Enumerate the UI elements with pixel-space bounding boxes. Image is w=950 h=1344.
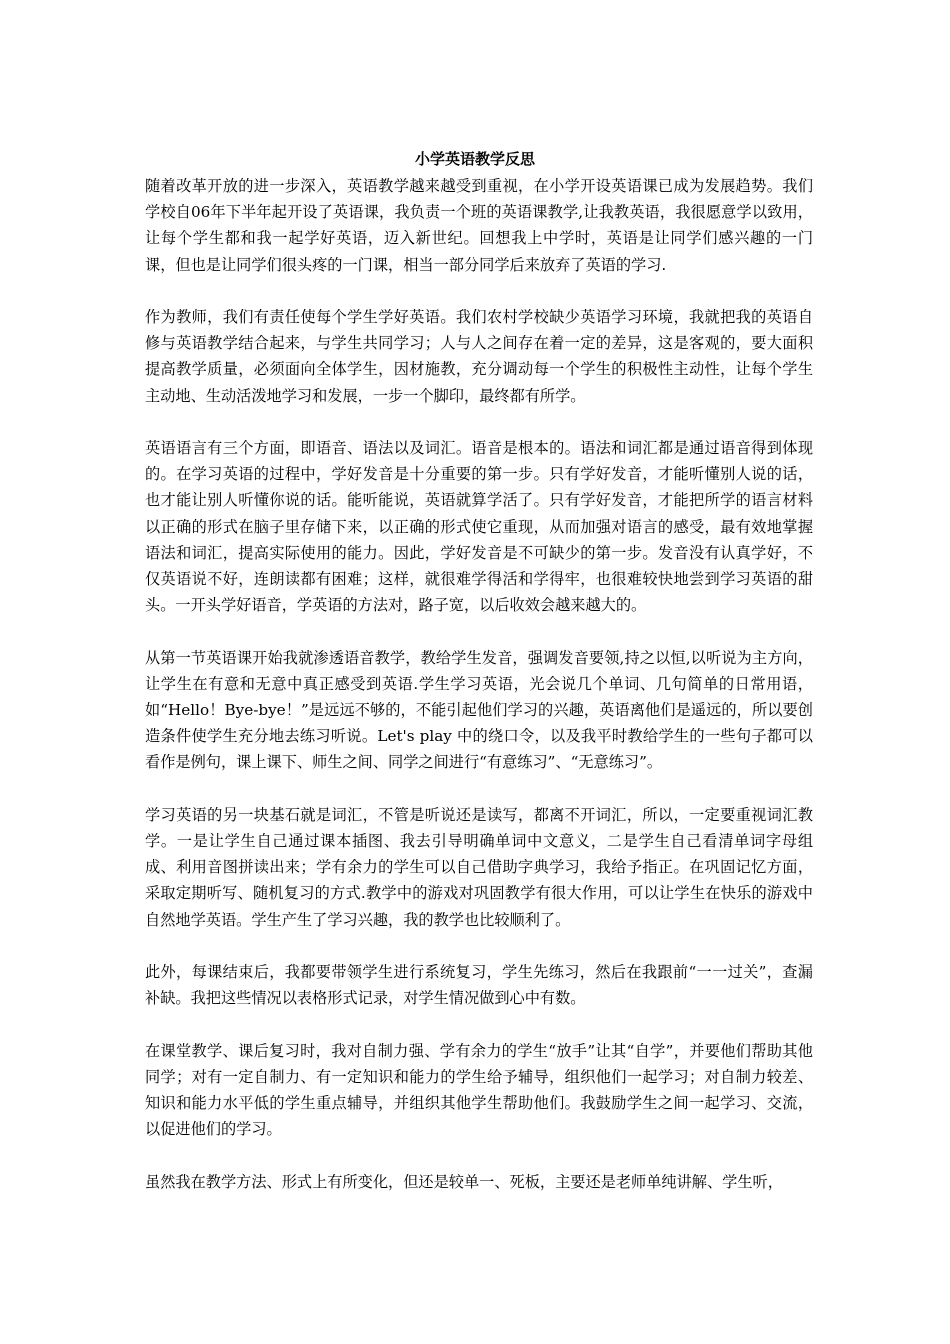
paragraph-3: 英语语言有三个方面，即语音、语法以及词汇。语音是根本的。语法和词汇都是通过语音得到体现的。在学习英语的过程中，学好发音是十分重要的第一步。只有学好发音，才能听懂别人说的话，也才能让别人听懂你说的话。能听能说，英语就算学活了。只有学好发音，才能把所学的语言材料以正确的形式在脑子里存储下来，以正确的形式使它重现，从而加强对语言的感受，最有效地掌握语法和词汇，提高实际使用的能力。因此，学好发音是不可缺少的第一步。发音没有认真学好，不仅英语说不好，连朗读都有困难；这样，就很难学得活和学得牢，也很难较快地尝到学习英语的甜头。一开头学好语音，学英语的方法对，路子宽，以后收效会越来越大的。 bbox=[145, 439, 813, 615]
paragraph-1: 随着改革开放的进一步深入，英语教学越来越受到重视，在小学开设英语课已成为发展趋势。我们学校自06年下半年起开设了英语课，我负责一个班的英语课教学,让我教英语，我很愿意学以致用，让每个学生都和我一起学好英语，迈入新世纪。回想我上中学时，英语是让同学们感兴趣的一门课，但也是让同学们很头疼的一门课，相当一部分同学后来放弃了英语的学习. bbox=[145, 177, 813, 274]
paragraph-8: 虽然我在教学方法、形式上有所变化，但还是较单一、死板，主要还是老师单纯讲解、学生听， bbox=[145, 1172, 783, 1191]
paragraph-6: 此外，每课结束后，我都要带领学生进行系统复习，学生先练习，然后在我跟前“一一过关”，查漏补缺。我把这些情况以表格形式记录，对学生情况做到心中有数。 bbox=[145, 963, 813, 1008]
paragraph-5: 学习英语的另一块基石就是词汇，不管是听说还是读写，都离不开词汇，所以，一定要重视词汇教学。一是让学生自己通过课本插图、我去引导明确单词中文意义，二是学生自己看清单词字母组成、利用音图拼读出来；学有余力的学生可以自己借助字典学习，我给予指正。在巩固记忆方面，采取定期听写、随机复习的方式.教学中的游戏对巩固教学有很大作用，可以让学生在快乐的游戏中自然地学英语。学生产生了学习兴趣，我的教学也比较顺利了。 bbox=[145, 805, 813, 929]
paragraph-4: 从第一节英语课开始我就渗透语音教学，教给学生发音，强调发音要领,持之以恒,以听说为主方向，让学生在有意和无意中真正感受到英语.学生学习英语，光会说几个单词、几句简单的日常用语，如“Hello！Bye-bye！”是远远不够的，不能引起他们学习的兴趣，英语离他们是遥远的，所以要创造条件使学生充分地去练习听说。Let's play 中的绕口令，以及我平时教给学生的一些句子都可以看作是例句，课上课下、师生之间、同学之间进行“有意练习”、“无意练习”。 bbox=[145, 648, 813, 772]
document-title: 小学英语教学反思 bbox=[414, 150, 535, 168]
document-body bbox=[145, 173, 813, 1221]
paragraph-2: 作为教师，我们有责任使每个学生学好英语。我们农村学校缺少英语学习环境，我就把我的英语自修与英语教学结合起来，与学生共同学习；人与人之间存在着一定的差异，这是客观的，要大面积提高教学质量，必须面向全体学生，因材施教，充分调动每一个学生的积极性主动性，让每个学生主动地、生动活泼地学习和发展，一步一个脚印，最终都有所学。 bbox=[145, 308, 813, 405]
paragraph-7: 在课堂教学、课后复习时，我对自制力强、学有余力的学生“放手”让其“自学”，并要他们帮助其他同学；对有一定自制力、有一定知识和能力的学生给予辅导，组织他们一起学习；对自制力较差、知识和能力水平低的学生重点辅导，并组织其他学生帮助他们。我鼓励学生之间一起学习、交流，以促进他们的学习。 bbox=[145, 1041, 813, 1139]
